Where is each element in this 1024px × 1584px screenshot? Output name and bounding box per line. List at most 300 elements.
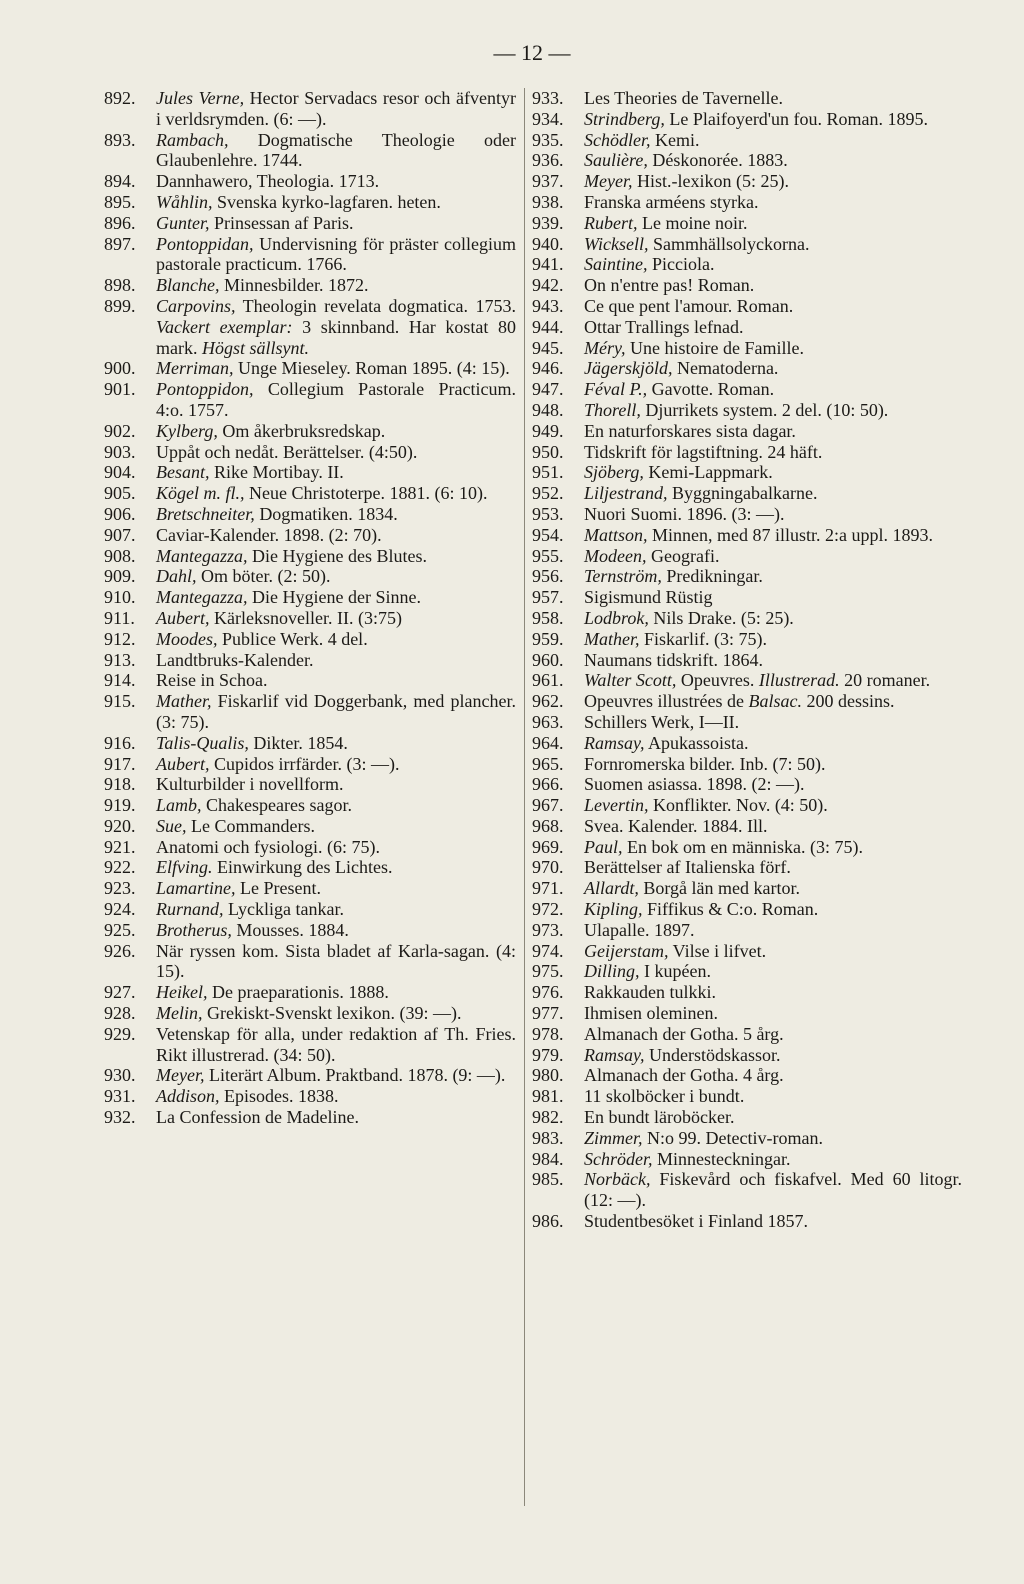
entry-number: 944. xyxy=(532,316,564,337)
entry-number: 947. xyxy=(532,379,564,400)
entry-text: Sammhällsolyckorna. xyxy=(648,233,810,254)
catalog-entry xyxy=(104,504,516,525)
entry-text: Sigismund Rüstig xyxy=(584,587,713,608)
catalog-entry xyxy=(104,483,516,504)
entry-number: 924. xyxy=(104,899,136,920)
entry-author: Merriman, xyxy=(156,358,234,379)
catalog-entry xyxy=(104,1065,516,1086)
entry-number: 920. xyxy=(104,815,136,836)
catalog-entry xyxy=(104,421,516,442)
catalog-entry xyxy=(532,442,962,463)
entry-text: Kärleksnoveller. II. (3:75) xyxy=(209,607,402,628)
entry-number: 974. xyxy=(532,940,564,961)
catalog-entry xyxy=(532,171,962,192)
entry-text: Le Commanders. xyxy=(186,815,315,836)
entry-text: Vilse i lifvet. xyxy=(668,940,767,961)
entry-author: Ternström, xyxy=(584,566,662,587)
entry-text: Undervisning för präster collegium pastorale practicum. 1766. xyxy=(156,233,516,275)
entry-number: 957. xyxy=(532,587,564,608)
entry-author: Rurnand, xyxy=(156,899,224,920)
entry-text: Le moine noir. xyxy=(637,212,748,233)
entry-number: 968. xyxy=(532,815,564,836)
entry-number: 907. xyxy=(104,524,136,545)
entry-author: Levertin, xyxy=(584,795,649,816)
entry-author: Mather, xyxy=(584,628,640,649)
entry-number: 940. xyxy=(532,233,564,254)
entry-number: 910. xyxy=(104,587,136,608)
entry-number: 906. xyxy=(104,503,136,524)
catalog-entry xyxy=(532,1107,962,1128)
entry-number: 982. xyxy=(532,1107,564,1128)
entry-number: 975. xyxy=(532,961,564,982)
entry-number: 905. xyxy=(104,483,136,504)
entry-number: 937. xyxy=(532,171,564,192)
entry-note: Illustrerad. xyxy=(758,670,840,691)
entry-number: 941. xyxy=(532,254,564,275)
catalog-entry xyxy=(532,629,962,650)
left-column xyxy=(104,88,516,1128)
entry-text: Neue Christoterpe. 1881. (6: 10). xyxy=(244,483,488,504)
entry-number: 949. xyxy=(532,420,564,441)
entry-text: Nuori Suomi. 1896. (3: —). xyxy=(584,503,785,524)
entry-author: Walter Scott, xyxy=(584,670,677,691)
entry-text: Om böter. (2: 50). xyxy=(196,566,331,587)
entry-number: 929. xyxy=(104,1023,136,1044)
right-column xyxy=(532,88,962,1232)
entry-author: Norbäck, xyxy=(584,1169,651,1190)
catalog-entry xyxy=(532,379,962,400)
entry-text: Reise in Schoa. xyxy=(156,670,268,691)
entry-number: 965. xyxy=(532,753,564,774)
catalog-entry xyxy=(532,587,962,608)
entry-text: Konflikter. Nov. (4: 50). xyxy=(648,795,828,816)
entry-author: Brotherus, xyxy=(156,919,232,940)
entry-author: Mantegazza, xyxy=(156,545,248,566)
entry-author: Rubert, xyxy=(584,212,638,233)
entry-text: Ihmisen oleminen. xyxy=(584,1003,718,1024)
entry-author: Sjöberg, xyxy=(584,462,644,483)
entry-number: 915. xyxy=(104,691,136,712)
catalog-entry xyxy=(104,462,516,483)
entry-text: 11 skolböcker i bundt. xyxy=(584,1086,745,1107)
entry-author: Ramsay, xyxy=(584,1044,645,1065)
entry-text: Djurrikets system. 2 del. (10: 50). xyxy=(640,399,889,420)
entry-text: Minnen, med 87 illustr. 2:a uppl. 1893. xyxy=(647,524,934,545)
entry-author: Saulière, xyxy=(584,150,648,171)
catalog-entry xyxy=(532,774,962,795)
entry-text: Opeuvres. xyxy=(676,670,759,691)
entry-author: Zimmer, xyxy=(584,1127,643,1148)
entry-text: Minnesteckningar. xyxy=(652,1148,791,1169)
catalog-entry xyxy=(532,608,962,629)
catalog-entry xyxy=(104,213,516,234)
entry-text: Kulturbilder i novellform. xyxy=(156,774,344,795)
entry-number: 977. xyxy=(532,1003,564,1024)
catalog-entry xyxy=(532,1128,962,1149)
entry-author: Thorell, xyxy=(584,399,641,420)
catalog-entry xyxy=(532,192,962,213)
entry-number: 948. xyxy=(532,399,564,420)
entry-text: Déskonorée. 1883. xyxy=(647,150,788,171)
entry-text: Theologin revelata dogmatica. 1753. xyxy=(235,295,516,316)
entry-number: 927. xyxy=(104,982,136,1003)
entry-number: 913. xyxy=(104,649,136,670)
entry-number: 960. xyxy=(532,649,564,670)
entry-number: 930. xyxy=(104,1065,136,1086)
catalog-entry xyxy=(532,296,962,317)
catalog-entry xyxy=(532,130,962,151)
entry-number: 980. xyxy=(532,1065,564,1086)
entry-author: Blanche, xyxy=(156,275,220,296)
entry-text-continued: 20 romaner. xyxy=(839,670,931,691)
entry-number: 972. xyxy=(532,899,564,920)
entry-text: Nematoderna. xyxy=(672,358,779,379)
entry-author: Bretschneiter, xyxy=(156,503,255,524)
entry-text: Gavotte. Roman. xyxy=(647,379,775,400)
entry-number: 897. xyxy=(104,233,136,254)
catalog-entry xyxy=(532,275,962,296)
entry-author: Kylberg, xyxy=(156,420,218,441)
catalog-entry xyxy=(104,629,516,650)
entry-number: 932. xyxy=(104,1107,136,1128)
entry-author: Paul, xyxy=(584,836,623,857)
entry-text: Une histoire de Famille. xyxy=(625,337,804,358)
entry-text: Almanach der Gotha. 5 årg. xyxy=(584,1023,784,1044)
entry-number: 935. xyxy=(532,129,564,150)
entry-number: 914. xyxy=(104,670,136,691)
entry-text: Collegium Pastorale Practicum. 4:o. 1757. xyxy=(156,379,516,420)
entry-number: 911. xyxy=(104,607,135,628)
entry-number: 976. xyxy=(532,982,564,1003)
catalog-entry xyxy=(532,1045,962,1066)
catalog-entry xyxy=(532,566,962,587)
entry-number: 898. xyxy=(104,275,136,296)
entry-text: Ottar Trallings lefnad. xyxy=(584,316,744,337)
catalog-entry xyxy=(104,857,516,878)
entry-author: Mattson, xyxy=(584,524,648,545)
entry-number: 963. xyxy=(532,711,564,732)
entry-number: 961. xyxy=(532,670,564,691)
catalog-entry xyxy=(104,941,516,983)
entry-number: 955. xyxy=(532,545,564,566)
entry-text: Berättelser af Italienska förf. xyxy=(584,857,791,878)
entry-author: Liljestrand, xyxy=(584,483,668,504)
entry-number: 943. xyxy=(532,295,564,316)
entry-author: Lamartine, xyxy=(156,878,236,899)
entry-author: Ramsay, xyxy=(584,732,645,753)
entry-number: 954. xyxy=(532,524,564,545)
entry-text: Fiskarlif. (3: 75). xyxy=(639,628,767,649)
entry-author: Féval P., xyxy=(584,379,648,400)
entry-number: 894. xyxy=(104,171,136,192)
entry-number: 934. xyxy=(532,108,564,129)
catalog-entry xyxy=(532,941,962,962)
catalog-entry xyxy=(532,254,962,275)
catalog-entry xyxy=(104,546,516,567)
entry-author: Dilling, xyxy=(584,961,640,982)
catalog-entry xyxy=(532,961,962,982)
entry-number: 938. xyxy=(532,191,564,212)
entry-author: Saintine, xyxy=(584,254,648,275)
catalog-entry xyxy=(532,878,962,899)
entry-author: Geijerstam, xyxy=(584,940,669,961)
catalog-entry xyxy=(104,774,516,795)
entry-number: 967. xyxy=(532,795,564,816)
entry-author: Pontoppidon, xyxy=(156,379,254,400)
catalog-entry xyxy=(104,192,516,213)
catalog-entry xyxy=(532,213,962,234)
entry-text-continued: 3 skinnband. Har kostat 80 mark. xyxy=(156,316,516,358)
catalog-entry xyxy=(104,171,516,192)
entry-text: En bundt läroböcker. xyxy=(584,1107,735,1128)
entry-number: 928. xyxy=(104,1003,136,1024)
entry-text: Predikningar. xyxy=(661,566,763,587)
entry-text: Vetenskap för alla, under redaktion af Th. Fries. Rikt illustrerad. (34: 50). xyxy=(156,1023,516,1065)
entry-text: Almanach der Gotha. 4 årg. xyxy=(584,1065,784,1086)
entry-number: 901. xyxy=(104,379,136,400)
entry-text: Dannhawero, Theologia. 1713. xyxy=(156,171,380,192)
entry-number: 926. xyxy=(104,940,136,961)
catalog-entry xyxy=(104,899,516,920)
catalog-entry xyxy=(104,795,516,816)
entry-text: Prinsessan af Paris. xyxy=(209,212,354,233)
entry-number: 902. xyxy=(104,420,136,441)
entry-number: 933. xyxy=(532,88,564,108)
catalog-entry xyxy=(532,1169,962,1211)
entry-text: Kemi-Lappmark. xyxy=(643,462,773,483)
catalog-entry xyxy=(104,1003,516,1024)
entry-text: Mousses. 1884. xyxy=(231,919,349,940)
catalog-entry xyxy=(532,462,962,483)
entry-number: 895. xyxy=(104,191,136,212)
entry-text: Chakespeares sagor. xyxy=(201,795,352,816)
entry-author: Allardt, xyxy=(584,878,639,899)
entry-text: Minnesbilder. 1872. xyxy=(219,275,369,296)
entry-number: 936. xyxy=(532,150,564,171)
entry-author: Modeen, xyxy=(584,545,647,566)
entry-text: Die Hygiene der Sinne. xyxy=(247,587,421,608)
catalog-entry xyxy=(104,275,516,296)
entry-text: Borgå län med kartor. xyxy=(638,878,800,899)
column-divider xyxy=(524,88,525,1506)
catalog-entry xyxy=(104,670,516,691)
entry-author: Schödler, xyxy=(584,129,651,150)
entry-number: 973. xyxy=(532,919,564,940)
entry-note-continued: Högst sällsynt. xyxy=(201,337,309,358)
entry-number: 900. xyxy=(104,358,136,379)
entry-text: Svea. Kalender. 1884. Ill. xyxy=(584,815,768,836)
entry-number: 984. xyxy=(532,1148,564,1169)
entry-text: Le Plaifoyerd'un fou. Roman. 1895. xyxy=(664,108,929,129)
entry-text: Schillers Werk, I—II. xyxy=(584,711,740,732)
entry-author: Mantegazza, xyxy=(156,587,248,608)
entry-text: Dogmatiken. 1834. xyxy=(254,503,398,524)
catalog-entry xyxy=(532,754,962,775)
entry-text: Understödskassor. xyxy=(644,1044,781,1065)
catalog-entry xyxy=(532,857,962,878)
entry-text: Caviar-Kalender. 1898. (2: 70). xyxy=(156,524,382,545)
entry-text: Tidskrift för lagstiftning. 24 häft. xyxy=(584,441,823,462)
catalog-entry xyxy=(104,525,516,546)
entry-number: 969. xyxy=(532,836,564,857)
entry-author: Lodbrok, xyxy=(584,607,649,628)
entry-author: Wåhlin, xyxy=(156,191,213,212)
entry-text: Cupidos irrfärder. (3: —). xyxy=(209,753,400,774)
entry-text: Publice Werk. 4 del. xyxy=(217,628,368,649)
entry-author: Heikel, xyxy=(156,982,208,1003)
entry-author: Jägerskjöld, xyxy=(584,358,673,379)
entry-author: Addison, xyxy=(156,1086,220,1107)
catalog-entry xyxy=(532,317,962,338)
entry-number: 899. xyxy=(104,295,136,316)
catalog-entry xyxy=(532,358,962,379)
entry-author: Kipling, xyxy=(584,899,643,920)
entry-number: 892. xyxy=(104,88,136,108)
catalog-entry xyxy=(104,1107,516,1128)
entry-author: Talis-Qualis, xyxy=(156,732,249,753)
entry-text: N:o 99. Detectiv-roman. xyxy=(642,1127,823,1148)
entry-text: En naturforskares sista dagar. xyxy=(584,420,796,441)
entry-number: 919. xyxy=(104,795,136,816)
entry-text: Studentbesöket i Finland 1857. xyxy=(584,1211,808,1232)
entry-number: 908. xyxy=(104,545,136,566)
entry-text: Rakkauden tulkki. xyxy=(584,982,716,1003)
entry-author: Gunter, xyxy=(156,212,210,233)
entry-text: Fiskarlif vid Doggerbank, med plancher. (3: 75). xyxy=(156,691,516,732)
catalog-entry xyxy=(532,899,962,920)
entry-text: Episodes. 1838. xyxy=(219,1086,339,1107)
entry-author: Lamb, xyxy=(156,795,202,816)
catalog-entry xyxy=(532,650,962,671)
entry-text: Om åkerbruksredskap. xyxy=(217,420,386,441)
entry-number: 983. xyxy=(532,1127,564,1148)
entry-number: 951. xyxy=(532,462,564,483)
entry-number: 946. xyxy=(532,358,564,379)
catalog-entry xyxy=(532,1003,962,1024)
catalog-entry xyxy=(104,587,516,608)
catalog-entry xyxy=(104,234,516,276)
entry-number: 923. xyxy=(104,878,136,899)
entry-text: Les Theories de Tavernelle. xyxy=(584,88,783,108)
catalog-entry xyxy=(532,88,962,109)
entry-text: Grekiskt-Svenskt lexikon. (39: —). xyxy=(202,1003,462,1024)
catalog-entry xyxy=(104,754,516,775)
entry-text: Hector Servadacs resor och äfventyr i verldsrymden. (6: —). xyxy=(156,88,516,129)
entry-number: 896. xyxy=(104,212,136,233)
catalog-entry xyxy=(532,483,962,504)
entry-number: 978. xyxy=(532,1023,564,1044)
entry-number: 893. xyxy=(104,129,136,150)
entry-text: Einwirkung des Lichtes. xyxy=(212,857,393,878)
catalog-entry xyxy=(104,608,516,629)
catalog-entry xyxy=(532,712,962,733)
catalog-entry xyxy=(532,982,962,1003)
catalog-entry xyxy=(532,338,962,359)
entry-text: Fiffikus & C:o. Roman. xyxy=(642,899,819,920)
entry-text: Literärt Album. Praktband. 1878. (9: —). xyxy=(204,1065,506,1086)
entry-number: 925. xyxy=(104,919,136,940)
entry-note: Vackert exemplar: xyxy=(156,316,293,337)
catalog-entry xyxy=(104,837,516,858)
entry-number: 971. xyxy=(532,878,564,899)
entry-author: Aubert, xyxy=(156,607,210,628)
catalog-entry xyxy=(532,670,962,691)
entry-number: 966. xyxy=(532,774,564,795)
entry-text: En bok om en människa. (3: 75). xyxy=(622,836,863,857)
page-number: — 12 — xyxy=(493,40,571,65)
entry-text: Kemi. xyxy=(650,129,700,150)
entry-text: Unge Mieseley. Roman 1895. (4: 15). xyxy=(233,358,510,379)
entry-text: Anatomi och fysiologi. (6: 75). xyxy=(156,836,380,857)
catalog-entry xyxy=(104,566,516,587)
entry-text: Ce que pent l'amour. Roman. xyxy=(584,295,794,316)
entry-text: Naumans tidskrift. 1864. xyxy=(584,649,763,670)
entry-author: Mather, xyxy=(156,691,212,712)
entry-text: När ryssen kom. Sista bladet af Karla-sagan. (4: 15). xyxy=(156,940,516,982)
catalog-entry xyxy=(532,150,962,171)
catalog-entry xyxy=(532,546,962,567)
entry-number: 912. xyxy=(104,628,136,649)
entry-author: Meyer, xyxy=(156,1065,205,1086)
entry-text: Hist.-lexikon (5: 25). xyxy=(632,171,789,192)
entry-author: Kögel m. fl., xyxy=(156,483,245,504)
catalog-entry xyxy=(104,691,516,733)
catalog-entry xyxy=(532,837,962,858)
entry-number: 922. xyxy=(104,857,136,878)
catalog-entry xyxy=(104,650,516,671)
catalog-entry xyxy=(532,234,962,255)
entry-text: Geografi. xyxy=(646,545,720,566)
entry-text: Byggningabalkarne. xyxy=(667,483,818,504)
entry-author: Aubert, xyxy=(156,753,210,774)
entry-number: 917. xyxy=(104,753,136,774)
entry-text: Svenska kyrko-lagfaren. heten. xyxy=(212,191,441,212)
catalog-entry xyxy=(104,1086,516,1107)
entry-number: 981. xyxy=(532,1086,564,1107)
catalog-entry xyxy=(532,1086,962,1107)
catalog-entry xyxy=(532,1065,962,1086)
entry-text: Ulapalle. 1897. xyxy=(584,919,695,940)
entry-author: Strindberg, xyxy=(584,108,665,129)
entry-number: 916. xyxy=(104,732,136,753)
entry-number: 950. xyxy=(532,441,564,462)
entry-number: 958. xyxy=(532,607,564,628)
entry-text: Opeuvres illustrées de xyxy=(584,691,749,712)
entry-number: 909. xyxy=(104,566,136,587)
entry-text: I kupéen. xyxy=(639,961,711,982)
entry-number: 953. xyxy=(532,503,564,524)
entry-author: Meyer, xyxy=(584,171,633,192)
entry-number: 959. xyxy=(532,628,564,649)
entry-number: 904. xyxy=(104,462,136,483)
entry-number: 956. xyxy=(532,566,564,587)
entry-author: Rambach, xyxy=(156,129,229,150)
entry-author: Méry, xyxy=(584,337,626,358)
entry-number: 970. xyxy=(532,857,564,878)
entry-number: 942. xyxy=(532,275,564,296)
catalog-entry xyxy=(532,109,962,130)
catalog-entry xyxy=(532,421,962,442)
entry-number: 903. xyxy=(104,441,136,462)
entry-text: Le Present. xyxy=(235,878,321,899)
entry-author: Schröder, xyxy=(584,1148,653,1169)
catalog-entry xyxy=(104,379,516,421)
entry-author: Dahl, xyxy=(156,566,197,587)
entry-author: Sue, xyxy=(156,815,187,836)
catalog-entry xyxy=(532,400,962,421)
entry-number: 964. xyxy=(532,732,564,753)
entry-text: Landtbruks-Kalender. xyxy=(156,649,314,670)
